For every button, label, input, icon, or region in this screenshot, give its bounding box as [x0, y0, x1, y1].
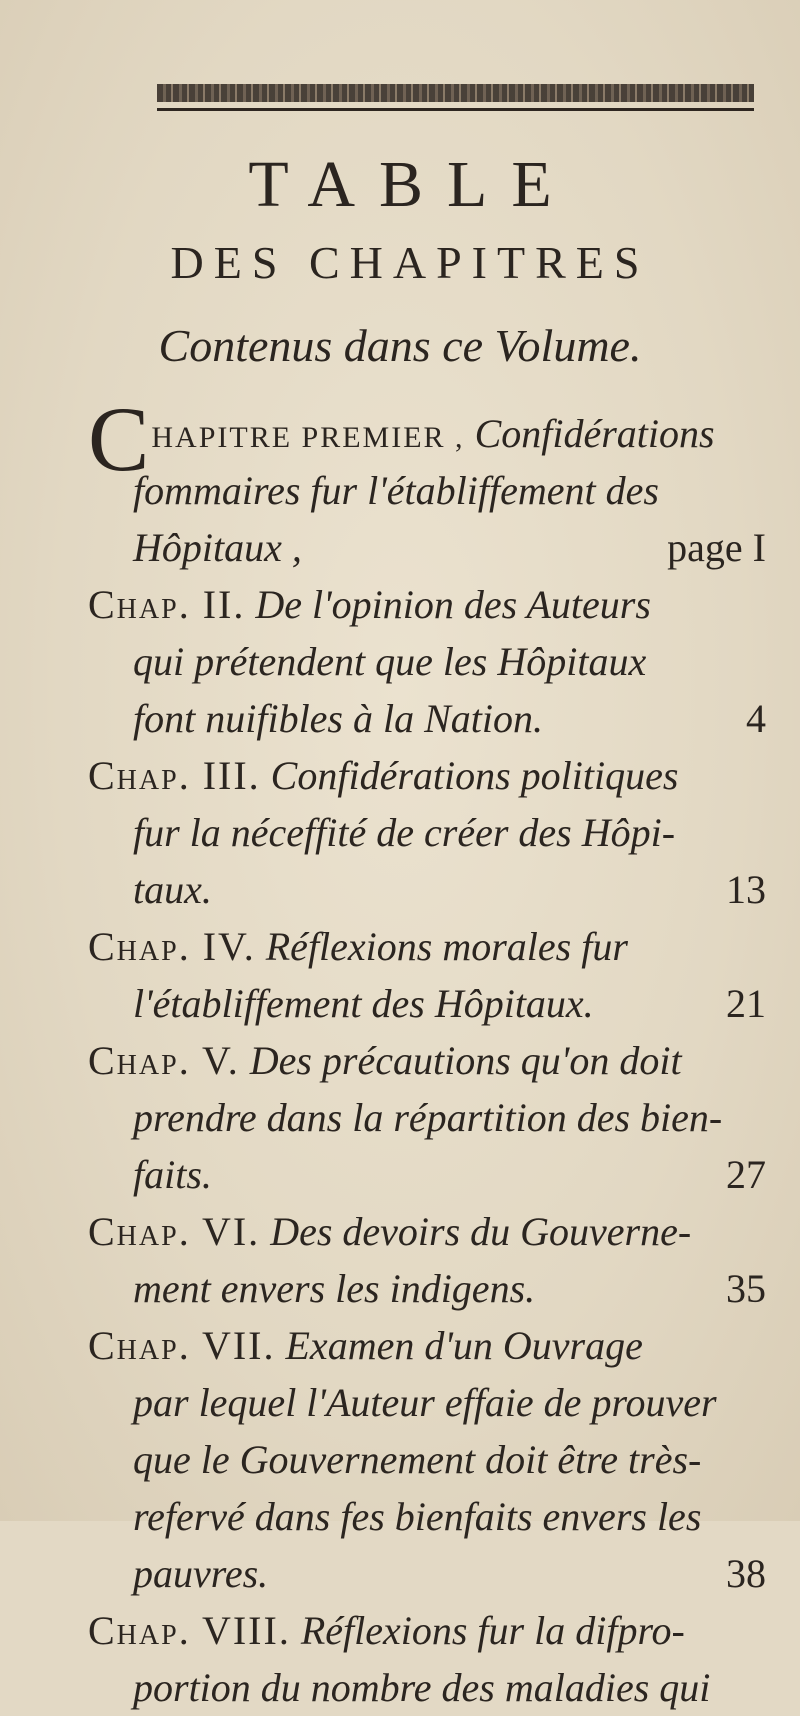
- drop-cap: C: [88, 388, 150, 490]
- entry-text: Examen d'un Ouvrage: [285, 1323, 643, 1368]
- toc-line: [88, 1032, 766, 1089]
- page-number: 13: [726, 867, 766, 912]
- entry-text: Réflexions fur la difpro-: [300, 1608, 685, 1653]
- page-number: 35: [726, 1266, 766, 1311]
- toc-line: [88, 918, 766, 975]
- entry-text: l'établiffement des Hôpitaux.: [133, 981, 594, 1026]
- entry-text: Des précautions qu'on doit: [249, 1038, 682, 1083]
- toc-entry-7: [88, 1317, 766, 1602]
- entry-text: ment envers les indigens.: [133, 1266, 536, 1311]
- toc-line: [88, 388, 766, 490]
- table-title: TABLE: [248, 148, 576, 221]
- toc-line: fur la néceffité de créer des Hôpi-: [133, 810, 676, 855]
- header-ornament: [157, 82, 754, 118]
- chapter-label: Chap. V.: [88, 1038, 240, 1083]
- chapter-label: HAPITRE PREMIER ,: [151, 421, 465, 454]
- entry-text: faits.: [133, 1152, 212, 1197]
- toc-line: qui prétendent que les Hôpitaux: [133, 639, 647, 684]
- entry-text: Confidérations politiques: [270, 753, 679, 798]
- toc-entry-1: [88, 388, 766, 576]
- toc-line: [88, 1260, 766, 1317]
- chapter-label: Chap. IV.: [88, 924, 256, 969]
- entry-text: taux.: [133, 867, 212, 912]
- chapter-label: Chap. II.: [88, 582, 246, 627]
- toc-line: [88, 519, 766, 576]
- entry-text: font nuifibles à la Nation.: [133, 696, 544, 741]
- toc-line: fommaires fur l'établiffement des: [133, 468, 659, 513]
- toc-line: [88, 975, 766, 1032]
- chapter-label: Chap. VII.: [88, 1323, 276, 1368]
- toc-entry-5: [88, 1032, 766, 1203]
- entry-text: De l'opinion des Auteurs: [255, 582, 651, 627]
- toc-line: portion du nombre des maladies qui: [133, 1665, 711, 1710]
- entry-text: Hôpitaux ,: [133, 525, 302, 570]
- toc-line: par lequel l'Auteur effaie de prouver: [133, 1380, 717, 1425]
- chapter-label: Chap. VIII.: [88, 1608, 291, 1653]
- toc-line: [88, 690, 766, 747]
- toc-entry-6: [88, 1203, 766, 1317]
- page-number: 21: [726, 981, 766, 1026]
- table-subtitle: DES CHAPITRES: [170, 237, 650, 288]
- entry-text: pauvres.: [133, 1551, 269, 1596]
- toc-line: que le Gouvernement doit être très-: [133, 1437, 702, 1482]
- ornament-rule: [157, 108, 754, 111]
- toc-line: [88, 1203, 766, 1260]
- table-of-contents: [88, 388, 766, 1716]
- toc-line: [88, 1317, 766, 1374]
- chapter-label: Chap. III.: [88, 753, 261, 798]
- page-number: 27: [726, 1152, 766, 1197]
- toc-line: [88, 747, 766, 804]
- toc-entry-8: [88, 1602, 766, 1716]
- toc-line: [88, 576, 766, 633]
- toc-line: [88, 861, 766, 918]
- toc-entry-4: [88, 918, 766, 1032]
- ornament-band: [157, 84, 754, 102]
- toc-line: [88, 1545, 766, 1602]
- page-number: page I: [667, 525, 766, 570]
- toc-entry-3: [88, 747, 766, 918]
- entry-text: Des devoirs du Gouverne-: [270, 1209, 692, 1254]
- chapter-label: Chap. VI.: [88, 1209, 261, 1254]
- page-number: 38: [726, 1551, 766, 1596]
- toc-line: [88, 1146, 766, 1203]
- table-caption: Contenus dans ce Volume.: [158, 320, 642, 371]
- toc-line: refervé dans fes bienfaits envers les: [133, 1494, 702, 1539]
- toc-line: prendre dans la répartition des bien-: [133, 1095, 723, 1140]
- toc-line: [88, 1602, 766, 1659]
- entry-text: Confidérations: [474, 411, 715, 456]
- page-number: 4: [746, 696, 766, 741]
- entry-text: Réflexions morales fur: [265, 924, 628, 969]
- toc-entry-2: [88, 576, 766, 747]
